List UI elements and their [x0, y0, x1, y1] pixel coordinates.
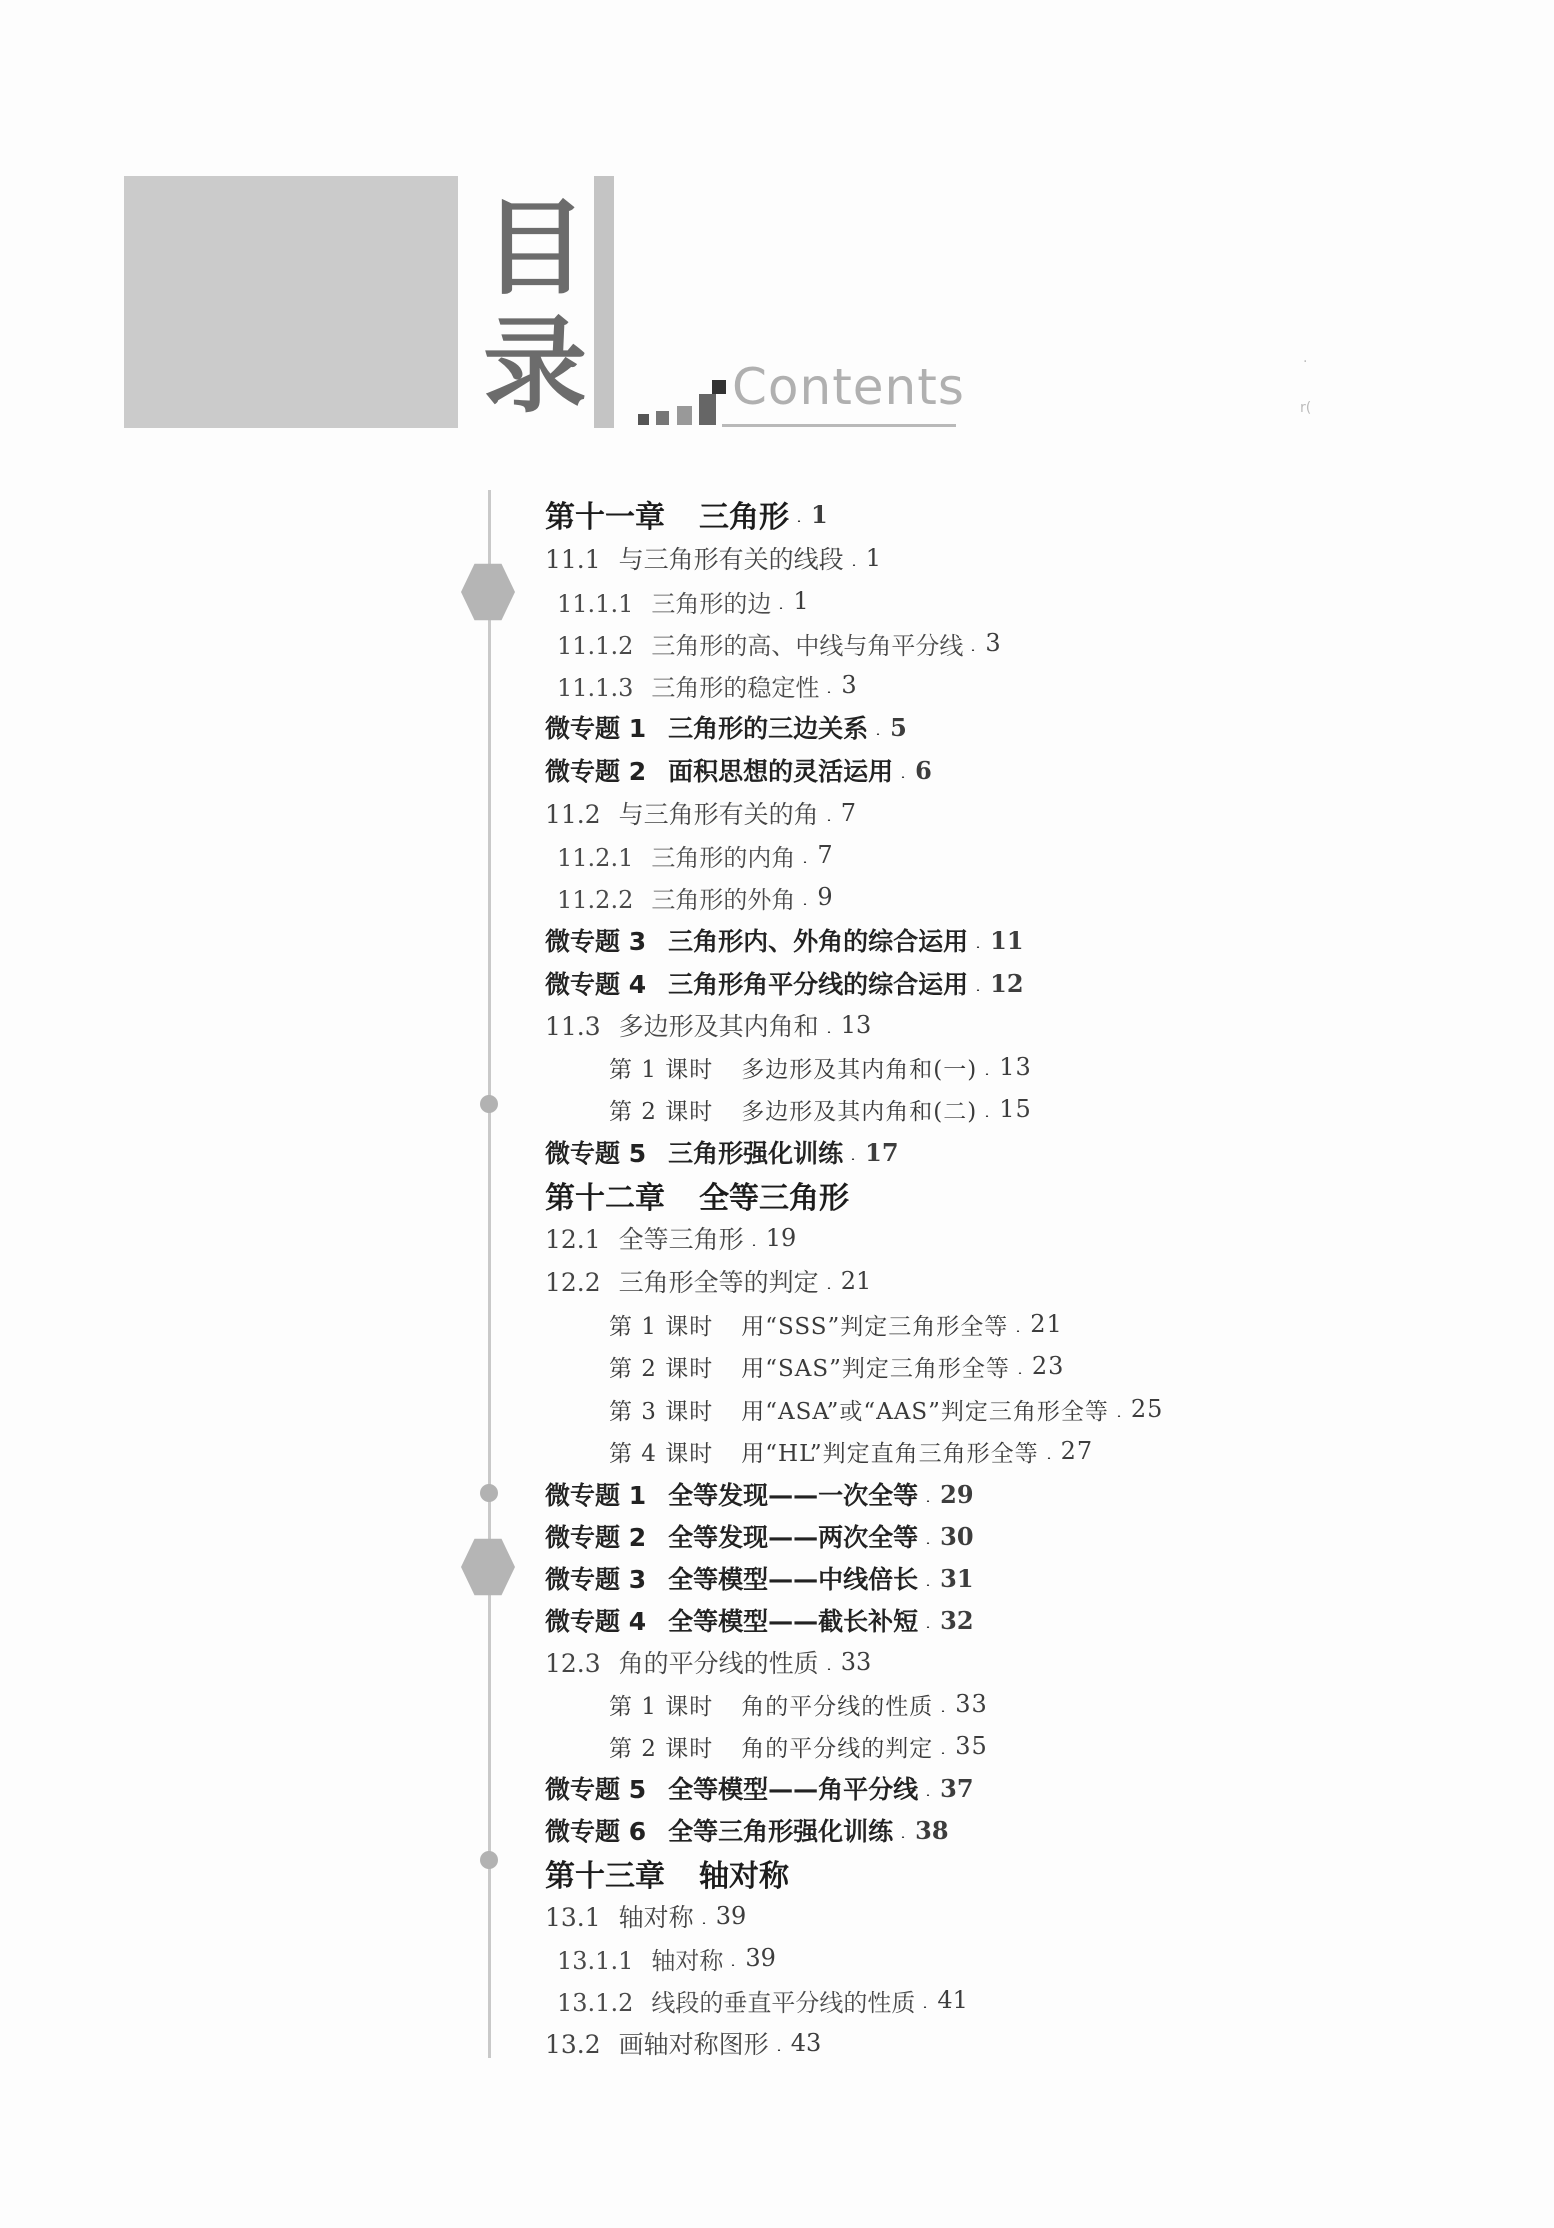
toc-entry-label [545, 1560, 918, 1596]
toc-dot-leader [1045, 1457, 1055, 1459]
toc-entry-label [545, 795, 819, 831]
toc-entry-number: 13.1.1 [557, 1946, 634, 1975]
toc-page-number: 39 [715, 1902, 747, 1930]
decorative-pixel [656, 411, 669, 425]
stray-mark: · [1303, 354, 1308, 370]
toc-entry-number: 第 2 课时 [609, 1735, 714, 1762]
toc-entry-title: 全等三角形强化训练 [668, 1817, 894, 1846]
toc-page-number: 27 [1060, 1437, 1094, 1465]
toc-entry-title: 全等三角形 [699, 1181, 849, 1216]
toc-entry-number: 第十三章 [545, 1859, 665, 1894]
toc-page-number: 1 [865, 544, 881, 572]
toc-entry-number: 13.1 [545, 1903, 601, 1932]
toc-entry-label [609, 1350, 1010, 1383]
toc-entry-title: 三角形的三边关系 [668, 714, 869, 743]
toc-entry-label [545, 1220, 744, 1256]
toc-entry-label [545, 1263, 819, 1299]
toc-entry-label [545, 1770, 918, 1806]
toc-page-number: 31 [940, 1563, 974, 1593]
toc-entry-title: 轴对称 [699, 1859, 789, 1894]
toc-entry-number: 11.2.2 [557, 885, 634, 914]
toc-entry-number: 第十二章 [545, 1181, 665, 1216]
toc-entry-title: 用“HL”判定直角三角形全等 [741, 1440, 1039, 1467]
toc-entry-title: 角的平分线的性质 [741, 1693, 934, 1720]
toc-page-number: 11 [990, 925, 1024, 955]
toc-entry-title: 用“SAS”判定三角形全等 [741, 1355, 1010, 1382]
toc-entry-title: 多边形及其内角和(一) [741, 1056, 978, 1083]
timeline-hexagon [461, 562, 515, 622]
toc-entry-label [545, 965, 968, 1001]
toc-page-number: 25 [1130, 1395, 1164, 1423]
toc-dot-leader [801, 903, 811, 905]
toc-dot-leader [825, 691, 835, 693]
toc-dot-leader [921, 2006, 931, 2008]
toc-entry-number: 12.2 [545, 1268, 601, 1297]
toc-entry-label [545, 1173, 849, 1217]
toc-entry-number: 第 2 课时 [609, 1355, 714, 1382]
toc-dot-leader [974, 989, 984, 991]
toc-entry-title: 用“SSS”判定三角形全等 [741, 1313, 1009, 1340]
toc-entry-number: 微专题 4 [545, 970, 647, 999]
toc-page-number: 3 [841, 671, 857, 699]
toc-page-number: 39 [745, 1944, 776, 1972]
toc-entry-title: 三角形强化训练 [668, 1139, 844, 1168]
toc-entry-number: 第 1 课时 [609, 1313, 714, 1340]
toc-dot-leader [874, 733, 884, 735]
toc-dot-leader [729, 1964, 739, 1966]
toc-page-number: 5 [890, 712, 907, 742]
toc-entry-label [557, 838, 795, 873]
toc-entry-label [545, 1851, 789, 1895]
toc-dot-leader [825, 1668, 835, 1670]
toc-entry-label [609, 1393, 1109, 1426]
toc-entry-title: 三角形的边 [651, 589, 772, 618]
toc-dot-leader [924, 1626, 934, 1628]
toc-dot-leader [899, 776, 909, 778]
toc-entry-label [545, 492, 789, 536]
toc-entry-label [545, 752, 893, 788]
toc-entry-title: 线段的垂直平分线的性质 [651, 1988, 916, 2017]
toc-entry-label [557, 1983, 915, 2018]
timeline-rule [488, 490, 491, 2058]
toc-entry-label [545, 1602, 918, 1638]
toc-entry-number: 12.3 [545, 1649, 601, 1678]
toc-entry-number: 11.2 [545, 800, 601, 829]
toc-entry-label [557, 1941, 723, 1976]
toc-entry-label [545, 1476, 918, 1512]
timeline-dot [480, 1095, 498, 1113]
toc-entry-title: 全等模型——角平分线 [668, 1775, 919, 1804]
toc-entry-number: 第十一章 [545, 500, 665, 535]
toc-entry-number: 微专题 6 [545, 1817, 647, 1846]
toc-dot-leader [700, 1922, 710, 1924]
toc-entry-number: 微专题 2 [545, 1523, 647, 1552]
toc-dot-leader [750, 1244, 760, 1246]
toc-dot-leader [825, 819, 835, 821]
toc-page-number: 1 [793, 587, 809, 615]
title-background-block [124, 176, 458, 428]
toc-page-number: 37 [940, 1773, 974, 1803]
toc-page-number: 6 [915, 755, 932, 785]
toc-page-number: 12 [990, 968, 1024, 998]
toc-entry-label [545, 1134, 843, 1170]
toc-dot-leader [899, 1836, 909, 1838]
toc-entry-label [545, 709, 868, 745]
toc-entry-number: 微专题 4 [545, 1607, 647, 1636]
toc-dot-leader [1016, 1372, 1026, 1374]
toc-page-number: 30 [940, 1521, 974, 1551]
toc-dot-leader [825, 1287, 835, 1289]
toc-entry-title: 全等模型——中线倍长 [668, 1565, 919, 1594]
toc-entry-number: 13.2 [545, 2030, 601, 2059]
toc-entry-title: 全等发现——两次全等 [668, 1523, 919, 1552]
toc-entry-title: 轴对称 [618, 1903, 694, 1932]
toc-entry-label [545, 2025, 769, 2061]
toc-entry-title: 多边形及其内角和 [618, 1012, 819, 1041]
toc-entry-label [545, 1812, 893, 1848]
toc-page-number: 15 [999, 1095, 1032, 1123]
toc-entry-label [557, 626, 963, 661]
toc-entry-label [609, 1093, 977, 1126]
toc-entry-number: 第 3 课时 [609, 1398, 714, 1425]
page-title-char-1: 目 [482, 187, 587, 309]
toc-entry-label [557, 584, 771, 619]
toc-entry-number: 11.1.1 [557, 589, 634, 618]
toc-entry-label [545, 1898, 694, 1934]
toc-dot-leader [1115, 1415, 1125, 1417]
toc-entry-label [609, 1688, 933, 1721]
toc-entry-title: 三角形全等的判定 [618, 1268, 819, 1297]
toc-dot-leader [825, 1031, 835, 1033]
toc-entry-title: 用“ASA”或“AAS”判定三角形全等 [741, 1398, 1109, 1425]
toc-entry-title: 轴对称 [651, 1946, 724, 1975]
toc-page-number: 43 [790, 2029, 822, 2057]
toc-dot-leader [777, 607, 787, 609]
toc-page-number: 33 [840, 1648, 872, 1676]
toc-entry-number: 11.2.1 [557, 843, 634, 872]
toc-entry-label [545, 540, 844, 576]
toc-entry-label [609, 1308, 1008, 1341]
toc-page-number: 13 [840, 1011, 872, 1039]
toc-page-number: 13 [999, 1053, 1032, 1081]
toc-dot-leader [924, 1500, 934, 1502]
page-title-char-2: 录 [482, 305, 587, 427]
toc-page-number: 3 [985, 629, 1001, 657]
toc-entry-number: 微专题 5 [545, 1775, 647, 1804]
toc-page-number: 21 [1030, 1310, 1063, 1338]
toc-entry-number: 第 2 课时 [609, 1098, 714, 1125]
timeline-hexagon [461, 1537, 515, 1597]
toc-entry-title: 三角形的稳定性 [651, 673, 820, 702]
toc-entry-number: 11.3 [545, 1012, 601, 1041]
toc-dot-leader [849, 1158, 859, 1160]
toc-entry-label [557, 880, 795, 915]
toc-entry-number: 微专题 2 [545, 757, 647, 786]
toc-entry-number: 11.1 [545, 545, 601, 574]
timeline-dot [480, 1484, 498, 1502]
toc-page-number: 7 [817, 841, 833, 869]
toc-entry-title: 三角形的高、中线与角平分线 [651, 631, 964, 660]
toc-entry-label [609, 1051, 977, 1084]
toc-entry-number: 第 4 课时 [609, 1440, 714, 1467]
toc-entry-number: 12.1 [545, 1225, 601, 1254]
title-divider-bar [594, 176, 614, 428]
toc-page-number: 17 [865, 1137, 899, 1167]
toc-dot-leader [801, 861, 811, 863]
toc-dot-leader [983, 1073, 993, 1075]
toc-entry-number: 微专题 1 [545, 714, 647, 743]
decorative-pixel [699, 394, 716, 425]
toc-page-number: 9 [817, 883, 833, 911]
toc-entry-label [545, 1644, 819, 1680]
contents-subtitle: Contents [732, 358, 965, 416]
toc-entry-number: 11.1.2 [557, 631, 634, 660]
toc-dot-leader [924, 1584, 934, 1586]
toc-entry-title: 三角形角平分线的综合运用 [668, 970, 969, 999]
toc-entry-title: 与三角形有关的线段 [618, 545, 844, 574]
toc-dot-leader [939, 1710, 949, 1712]
toc-entry-title: 角的平分线的性质 [618, 1649, 819, 1678]
toc-entry-title: 三角形的内角 [651, 843, 796, 872]
toc-entry-title: 画轴对称图形 [618, 2030, 769, 2059]
toc-entry-number: 微专题 1 [545, 1481, 647, 1510]
toc-entry-title: 三角形内、外角的综合运用 [668, 927, 969, 956]
toc-page-number: 33 [955, 1690, 988, 1718]
toc-entry-number: 微专题 5 [545, 1139, 647, 1168]
toc-entry-title: 面积思想的灵活运用 [668, 757, 894, 786]
toc-entry-label [545, 1518, 918, 1554]
toc-dot-leader [924, 1794, 934, 1796]
decorative-pixel [638, 414, 649, 425]
toc-page-number: 32 [940, 1605, 974, 1635]
toc-entry-number: 微专题 3 [545, 1565, 647, 1594]
toc-entry-number: 13.1.2 [557, 1988, 634, 2017]
toc-entry-number: 微专题 3 [545, 927, 647, 956]
subtitle-underline [722, 424, 956, 427]
toc-page-number: 23 [1031, 1352, 1065, 1380]
toc-page-number: 7 [840, 799, 856, 827]
toc-dot-leader [969, 649, 979, 651]
toc-entry-title: 三角形 [699, 500, 789, 535]
toc-page-number: 1 [811, 499, 828, 529]
toc-dot-leader [795, 520, 805, 522]
stray-mark: r( [1300, 400, 1312, 416]
toc-page-number: 41 [937, 1986, 968, 2014]
timeline-dot [480, 1851, 498, 1869]
toc-entry-title: 全等发现——一次全等 [668, 1481, 919, 1510]
toc-entry-label [545, 922, 968, 958]
toc-entry-label [609, 1730, 933, 1763]
toc-entry-number: 11.1.3 [557, 673, 634, 702]
toc-page-number: 35 [955, 1732, 988, 1760]
toc-dot-leader [924, 1542, 934, 1544]
toc-entry-title: 全等模型——截长补短 [668, 1607, 919, 1636]
toc-entry-label [609, 1435, 1039, 1468]
decorative-pixel [712, 380, 726, 394]
toc-dot-leader [974, 946, 984, 948]
toc-entry-title: 多边形及其内角和(二) [741, 1098, 978, 1125]
toc-page-number: 19 [765, 1224, 797, 1252]
toc-page-number: 29 [940, 1479, 974, 1509]
decorative-pixel [677, 406, 692, 425]
toc-page-number: 21 [840, 1267, 872, 1295]
toc-dot-leader [775, 2049, 785, 2051]
toc-dot-leader [1014, 1330, 1024, 1332]
toc-entry-label [545, 1007, 819, 1043]
toc-entry-title: 与三角形有关的角 [618, 800, 819, 829]
toc-entry-label [557, 668, 819, 703]
toc-entry-title: 全等三角形 [618, 1225, 744, 1254]
toc-entry-title: 角的平分线的判定 [741, 1735, 934, 1762]
toc-page-number: 38 [915, 1815, 949, 1845]
toc-entry-number: 第 1 课时 [609, 1056, 714, 1083]
toc-dot-leader [939, 1752, 949, 1754]
toc-dot-leader [850, 564, 860, 566]
toc-entry-title: 三角形的外角 [651, 885, 796, 914]
toc-entry-number: 第 1 课时 [609, 1693, 714, 1720]
toc-dot-leader [983, 1115, 993, 1117]
